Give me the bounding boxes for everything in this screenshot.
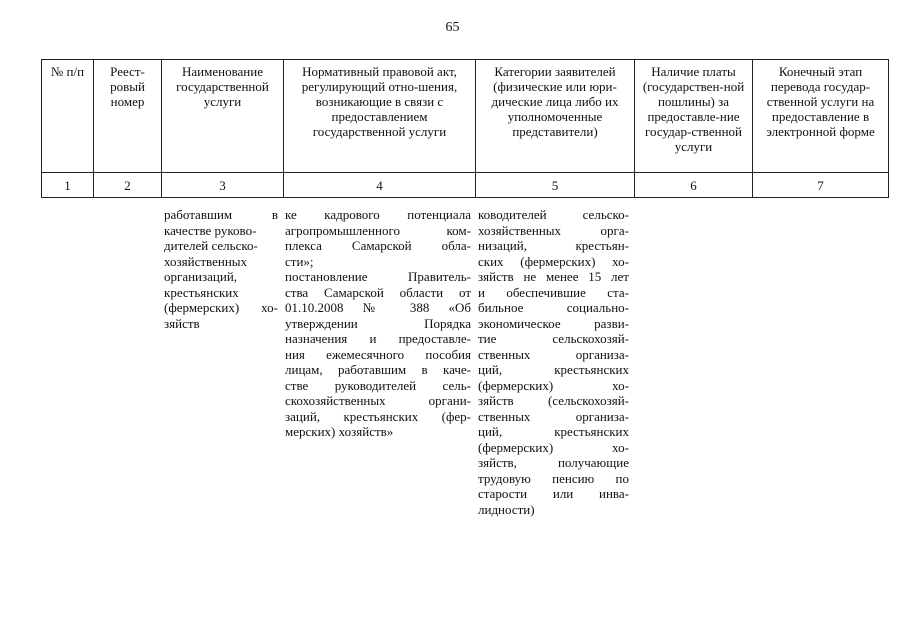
text-line: хозяйственных bbox=[164, 253, 248, 269]
table-header-row bbox=[42, 60, 889, 173]
column-number-cell: 3 bbox=[162, 173, 284, 198]
text-line: зяйств не менее 15 лет bbox=[478, 269, 629, 284]
text-line: лидности) bbox=[478, 501, 535, 517]
header-cell-fee: Наличие платы (государствен-ной пошлины) за предоставле-ние государ-ственной услуги bbox=[635, 60, 753, 173]
text-line: скохозяйственных органи- bbox=[285, 393, 471, 408]
text-line: и обеспечившие ста- bbox=[478, 284, 629, 300]
header-cell-legal-act: Нормативный правовой акт, регулирующий отно-шения, возникающие в связи с предоставлением государственной услуги bbox=[284, 60, 476, 173]
text-line: ций, крестьянских bbox=[478, 362, 629, 377]
header-cell-service-name: Наименование государственной услуги bbox=[162, 60, 284, 173]
header-cell-number: № п/п bbox=[42, 60, 94, 173]
continuation-service-name bbox=[164, 207, 278, 331]
text-line: крестьянских bbox=[164, 284, 239, 300]
text-line: 01.10.2008 № 388 «Об bbox=[285, 300, 471, 315]
text-line: ственных организа- bbox=[478, 408, 629, 424]
text-line: трудовую пенсию по bbox=[478, 470, 629, 486]
text-line: ских (фермерских) хо- bbox=[478, 253, 629, 269]
text-line: зяйств, получающие bbox=[478, 455, 629, 470]
text-line: заций, крестьянских (фер- bbox=[285, 408, 471, 424]
text-line: экономическое разви- bbox=[478, 315, 629, 331]
column-number-cell: 7 bbox=[753, 173, 889, 198]
continuation-legal-act bbox=[285, 207, 471, 440]
text-line: качестве руково- bbox=[164, 222, 257, 238]
text-line: старости или инва- bbox=[478, 486, 629, 501]
text-line: (фермерских) хо- bbox=[478, 377, 629, 393]
text-line: ственных организа- bbox=[478, 346, 629, 362]
text-line: низаций, крестьян- bbox=[478, 238, 629, 253]
page-number: 65 bbox=[445, 20, 460, 35]
header-cell-registry-number: Реест-ровый номер bbox=[94, 60, 162, 173]
text-line: организаций, bbox=[164, 269, 238, 284]
text-line: назначения и предоставле- bbox=[285, 331, 471, 346]
text-line: стве руководителей сель- bbox=[285, 377, 471, 393]
text-line: плекса Самарской обла- bbox=[285, 238, 471, 253]
column-number-row bbox=[42, 173, 889, 198]
text-line: мерских) хозяйств» bbox=[285, 424, 394, 439]
column-number-cell: 5 bbox=[476, 173, 635, 198]
text-line: ния ежемесячного пособия bbox=[285, 346, 471, 362]
text-line: тие сельскохозяй- bbox=[478, 331, 629, 346]
column-number-cell: 6 bbox=[635, 173, 753, 198]
text-line: лицам, работавшим в каче- bbox=[285, 362, 471, 377]
text-line: зяйств bbox=[164, 315, 200, 331]
text-line: бильное социально- bbox=[478, 300, 629, 315]
header-cell-final-stage: Конечный этап перевода государ-ственной услуги на предоставление в электронной форме bbox=[753, 60, 889, 173]
text-line: сти»; bbox=[285, 253, 314, 269]
column-number-cell: 1 bbox=[42, 173, 94, 198]
text-line: ства Самарской области от bbox=[285, 284, 471, 300]
text-line: ций, крестьянских bbox=[478, 424, 629, 439]
text-line: ководителей сельско- bbox=[478, 207, 629, 222]
text-line: работавшим в bbox=[164, 207, 278, 222]
text-line: хозяйственных орга- bbox=[478, 222, 629, 238]
text-line: постановление Правитель- bbox=[285, 269, 471, 284]
continuation-applicant-categories bbox=[478, 207, 629, 517]
text-line: (фермерских) хо- bbox=[478, 439, 629, 455]
text-line: дителей сельско- bbox=[164, 238, 258, 253]
column-number-cell: 2 bbox=[94, 173, 162, 198]
text-line: (фермерских) хо- bbox=[164, 300, 278, 315]
text-line: утверждении Порядка bbox=[285, 315, 471, 331]
column-number-cell: 4 bbox=[284, 173, 476, 198]
text-line: ке кадрового потенциала bbox=[285, 207, 471, 222]
services-table bbox=[41, 59, 889, 198]
text-line: зяйств (сельскохозяй- bbox=[478, 393, 629, 408]
text-line: агропромышленного ком- bbox=[285, 222, 471, 238]
header-cell-applicant-categories: Категории заявителей (физические или юри-дические лица либо их уполномоченные представители) bbox=[476, 60, 635, 173]
